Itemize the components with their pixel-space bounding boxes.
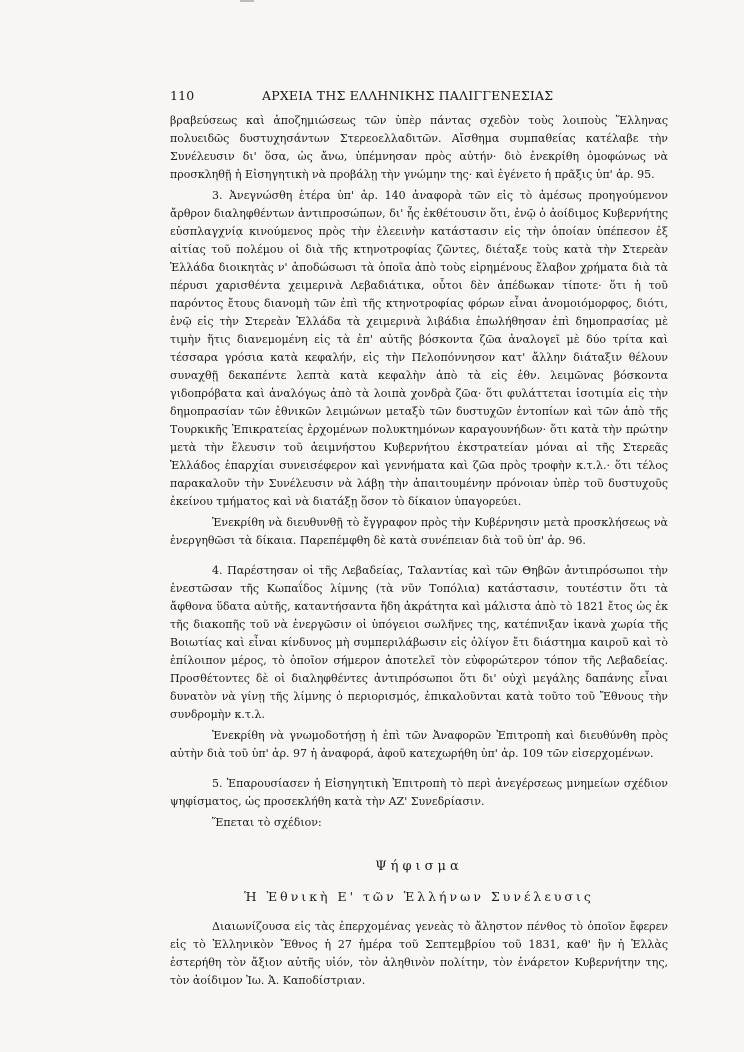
page-body <box>170 112 668 993</box>
scan-mark <box>240 0 254 2</box>
paragraph: 4. Παρέστησαν οἱ τῆς Λεβαδείας, Ταλαντίας καὶ τῶν Θηβῶν ἀντιπρόσωποι τὴν ἐνεστῶσαν τῆς Κωπαΐδος λίμνης (τὰ νῦν Τοπόλια) κατάστασιν, τουτέστιν ὅτι τὰ ἄφθονα ὕδατα αὐτῆς, καταντήσαντα ἤδη ἀκράτητα καὶ μάλιστα ἀπὸ τὸ 1821 ἔτος ὡς ἐκ τῆς διακοπῆς τοῦ νὰ ἐνεργῶσιν οἱ ὑπόγειοι σωλῆνες της, κατέπνιξαν ἱκανὰ χωρία τῆς Βοιωτίας καὶ εἶναι κίνδυνος μὴ συμπεριλάβωσιν εἰς ὀλίγον ἔτι διάστημα καιροῦ καὶ τὸ ἐπίλοιπον μέρος, τὸ ὁποῖον σήμερον ἀποτελεῖ τὸν εὐφορώτερον τόπον τῆς Λεβαδείας. Προσθέτοντες δὲ οἱ διαληφθέντες ἀντιπρόσωποι ὅτι δι' οὐχὶ μεγάλης δαπάνης εἶναι δυνατὸν νὰ γίνῃ τῆς λίμνης ὁ περιορισμός, ἐπικαλοῦνται κατὰ τοῦτο τοῦ Ἔθνους τὴν συνδρομὴν κ.τ.λ. <box>170 564 668 721</box>
paragraph: Ἐνεκρίθη νὰ διευθυνθῇ τὸ ἔγγραφον πρὸς τὴν Κυβέρνησιν μετὰ προσκλήσεως νὰ ἐνεργηθῶσι τὰ δίκαια. Παρεπέμφθη δὲ κατὰ συνέπειαν διὰ τοῦ ὑπ' ἀρ. 96. <box>170 516 668 547</box>
decree-title: Ψήφισμα <box>375 859 463 874</box>
decree-subtitle: Ἡ Ἐθνικὴ Ε' τῶν Ἑλλήνων Συνέλευσις <box>244 889 594 904</box>
paragraph: 5. Ἐπαρουσίασεν ἡ Εἰσηγητικὴ Ἐπιτροπὴ τὸ περὶ ἀνεγέρσεως μνημείων σχέδιον ψηφίσματος, ὡς προσεκλήθη κατὰ τὴν ΑΖ' Συνεδρίασιν. <box>170 777 668 808</box>
paragraph: Διαιωνίζουσα εἰς τὰς ἐπερχομένας γενεὰς τὸ ἄληστον πένθος τὸ ὁποῖον ἔφερεν εἰς τὸ Ἑλληνικὸν Ἔθνος ἡ 27 ἡμέρα τοῦ Σεπτεμβρίου τοῦ 1831, καθ' ἣν ἡ Ἑλλὰς ἐστερήθη τὸν ἄξιον αὐτῆς υἱόν, τὸν ἀληθινὸν πολίτην, τὸν ἐνάρετον Κυβερνήτην της, τὸν ἀοίδιμον Ἰω. Ἀ. Καποδίστριαν. <box>170 920 668 987</box>
paragraph: βραβεύσεως καὶ ἀποζημιώσεως τῶν ὑπὲρ πάντας σχεδὸν τοὺς λοιποὺς Ἕλληνας πολυειδῶς δυστυχησάντων Στερεοελλαδιτῶν. Αἴσθημα συμπαθείας κατέλαβε τὴν Συνέλευσιν δι' ὅσα, ὡς ἄνω, ὑπέμνησαν πρὸς αὐτήν· διὸ ἐνεκρίθη ὁμοφώνως νὰ προσκληθῇ ἡ Εἰσηγητικὴ νὰ προβάλῃ τὴν γνώμην της· καὶ ἐγένετο ἡ πρᾶξις ὑπ' ἀρ. 95. <box>170 114 668 181</box>
page-number: 110 <box>170 88 195 103</box>
running-title: ΑΡΧΕΙΑ ΤΗΣ ΕΛΛΗΝΙΚΗΣ ΠΑΛΙΓΓΕΝΕΣΙΑΣ <box>262 88 554 103</box>
paragraph: 3. Ἀνεγνώσθη ἑτέρα ὑπ' ἀρ. 140 ἀναφορὰ τῶν εἰς τὸ ἀμέσως προηγούμενον ἄρθρον διαληφθέντων ἀντιπροσώπων, δι' ἧς ἐκθέτουσιν ὅτι, ἐνῷ ὁ ἀοίδιμος Κυβερνήτης εὐσπλαγχνίᾳ κινούμενος πρὸς τὴν ἐλεεινὴν κατάστασιν εἰς τὴν ὁποίαν ὑπέπεσον ἐξ αἰτίας τοῦ πολέμου οἱ διὰ τῆς κτηνοτροφίας ζῶντες, διέταξε τοὺς κατὰ τὴν Στερεὰν Ἑλλάδα διοικητὰς ν' ἀποδώσωσι τὰ ὁποῖα ἀπὸ τοὺς εἰρημένους ἔλαβον χρήματα διὰ τὰ πέρυσι χαρισθέντα χειμερινὰ Λεβαδιάτικα, οὗτοι δὲν ἀπέδωκαν τίποτε· ὅτι ἡ τοῦ παρόντος ἔτους διανομὴ τῶν ἐπὶ τῆς κτηνοτροφίας φόρων εἶναι ἀνομοιόμορφος, διότι, ἐνῷ εἰς τὴν Στερεὰν Ἑλλάδα τὰ χειμερινὰ λιβάδια ἐπωλήθησαν ἐπὶ δημοπρασίας μὲ τιμὴν ἥτις διανεμομένη εἰς τὰ ἐπ' αὐτῆς βόσκοντα ζῶα ἀναλογεῖ μὲ δύο τρίτα καὶ τέσσαρα γρόσια κατὰ κεφαλήν, εἰς τὴν Πελοπόννησον κατ' ἄλλην διάταξιν θέλουν συναχθῇ δεκαπέντε λεπτὰ κατὰ κεφαλὴν ἀπὸ τὰ εἰς ἐθν. λειμῶνας βόσκοντα γιδοπρόβατα καὶ ἀναλόγως ἀπὸ τὰ λοιπὰ χονδρὰ ζῶα· ὅτι φυλάττεται ἰσοτιμία εἰς τὴν δημοπρασίαν τῶν ἐθνικῶν λειμώνων μεταξὺ τῶν δυστυχῶν ἐντοπίων καὶ τῶν ἀπὸ τῆς Τουρκικῆς Ἐπικρατείας ἐρχομένων πολυκτημόνων καραγουνήδων· ὅτι κατὰ τὴν πρώτην μετὰ τὴν ἔλευσιν τοῦ ἀειμνήστου Κυβερνήτου ἐκστρατείαν μόναι αἱ τῆς Στερεᾶς Ἑλλάδος ἐπαρχίαι συνεισέφερον καὶ γεννήματα καὶ ζῶα πρὸς τροφὴν κ.τ.λ.· ὅτι τέλος παρακαλοῦν τὴν Συνέλευσιν νὰ λάβῃ τὴν ἀπαιτουμένην πρόνοιαν ὑπὲρ τοῦ δυστυχοῦς ἐκείνου τμήματος καὶ νὰ διατάξῃ ὅσον τὸ δίκαιον ὑπαγορεύει. <box>170 189 668 508</box>
paragraph: Ἐνεκρίθη νὰ γνωμοδοτήσῃ ἡ ἐπὶ τῶν Ἀναφορῶν Ἐπιτροπὴ καὶ διευθύνθη πρὸς αὐτὴν διὰ τοῦ ὑπ' ἀρ. 97 ἡ ἀναφορά, ἀφοῦ κατεχωρήθη ὑπ' ἀρ. 109 τῶν εἰσερχομένων. <box>170 729 668 760</box>
paragraph: Ἕπεται τὸ σχέδιον: <box>212 816 322 829</box>
